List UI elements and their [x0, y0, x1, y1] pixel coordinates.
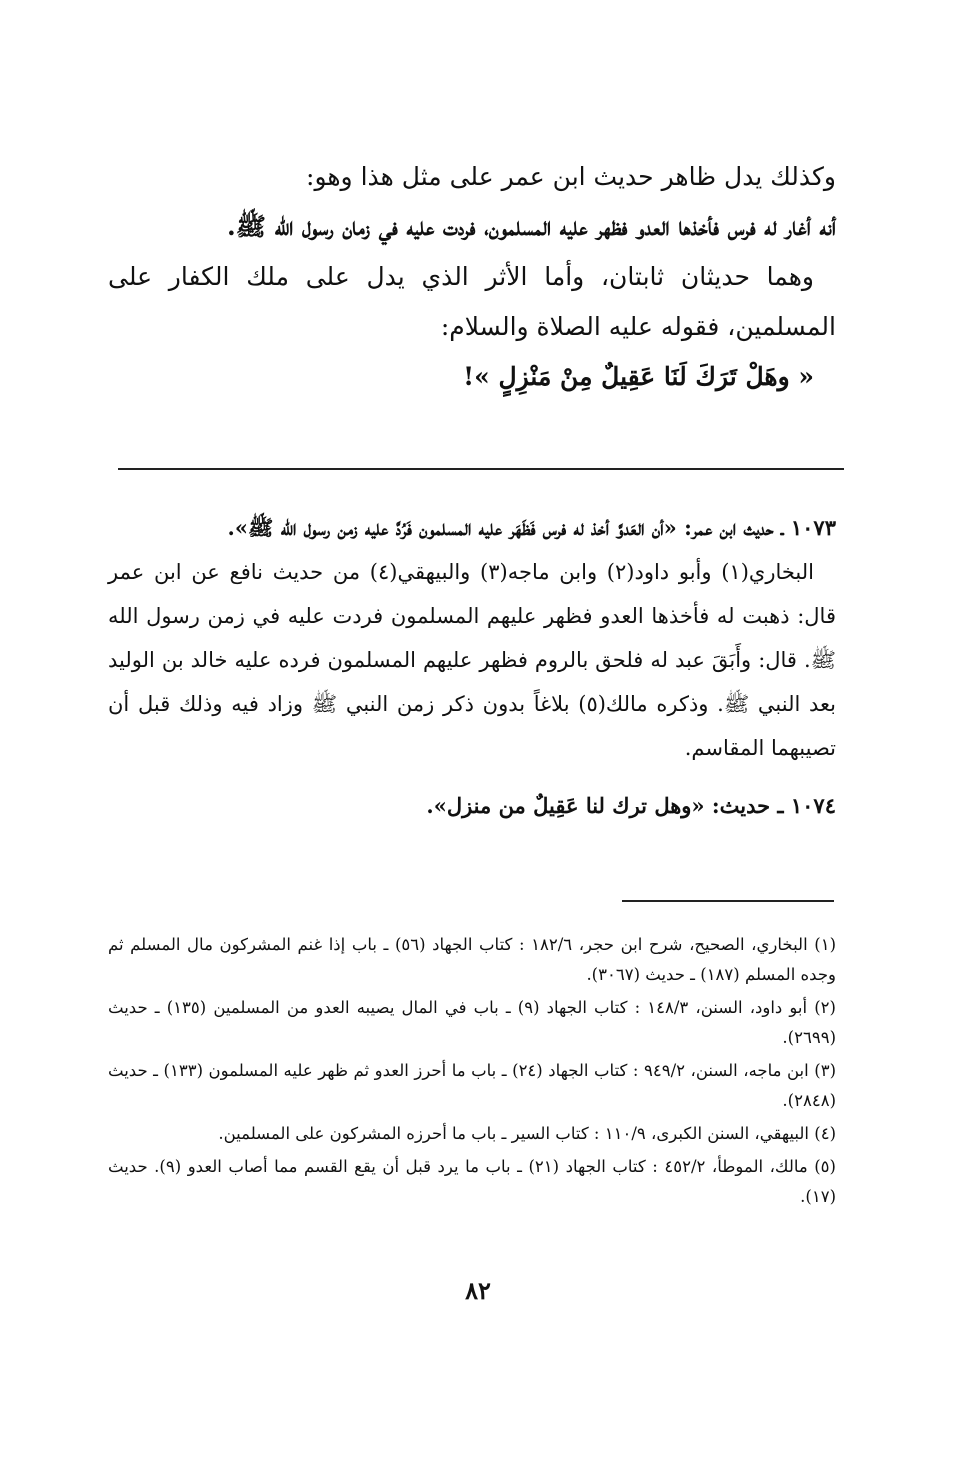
- main-intro-line: وكذلك يدل ظاهر حديث ابن عمر على مثل هذا وهو:: [306, 162, 836, 191]
- footnote-1: (١) البخاري، الصحيح، شرح ابن حجر، ١٨٢/٦ : كتاب الجهاد (٥٦) ـ باب إذا غنم المشركون مال المسلم ثم وجده المسلم (١٨٧) ـ حديث (٣٠٦٧).: [108, 935, 836, 984]
- hadith-aqil-quote: « وهَلْ تَرَكَ لَنَا عَقِيلٌ مِنْ مَنْزِلٍ »!: [463, 362, 814, 391]
- hadith-ibn-umar-quote: أنه أغار له فرس فأخذها العدو فظهر عليه المسلمون، فردت عليه في زمان رسول الله ﷺ.: [227, 212, 836, 241]
- footnote-2: (٢) أبو داود، السنن، ١٤٨/٣ : كتاب الجهاد (٩) ـ باب في المال يصيبه العدو من المسلمين (١٣٥) ـ حديث (٢٦٩٩).: [108, 998, 836, 1047]
- page-number: ٨٢: [465, 1276, 491, 1305]
- hadith-1074-heading: ١٠٧٤ ـ حديث: «وهل ترك لنا عَقِيلٌ من منزل».: [426, 793, 836, 818]
- hadith-1073-heading: ١٠٧٣ ـ حديث ابن عمر: «أن العَدوَّ أخذ له فرس فَظَهَر عليه المسلمون فَرُدَّ عليه زمن رسول الله ﷺ».: [227, 515, 836, 540]
- section-divider: [118, 468, 844, 470]
- main-paragraph: وهما حديثان ثابتان، وأما الأثر الذي يدل على ملك الكفار على المسلمين، فقوله عليه الصلاة والسلام:: [108, 262, 836, 341]
- footnote-4: (٤) البيهقي، السنن الكبرى، ١١٠/٩ : كتاب السير ـ باب ما أحرزه المشركون على المسلمين.: [218, 1124, 836, 1143]
- commentary-section: [108, 506, 836, 828]
- footnote-divider: [622, 900, 834, 902]
- footnotes: [108, 930, 836, 1215]
- main-text: [108, 152, 836, 402]
- hadith-1073-takhrij: البخاري(١) وأبو داود(٢) وابن ماجه(٣) والبيهقي(٤) من حديث نافع عن ابن عمر قال: ذهبت له فأخذها العدو فظهر عليهم المسلمون فردت عليه في زمن رسول الله ﷺ. قال: وأَبَقَ عبد له فلحق بالروم فظهر عليهم المسلمون فرده عليه خالد بن الوليد بعد النبي ﷺ. وذكره مالك(٥) بلاغاً بدون ذكر زمن النبي ﷺ وزاد فيه وذلك قبل أن تصيبهما المقاسم.: [108, 560, 837, 760]
- footnote-5: (٥) مالك، الموطأ، ٤٥٢/٢ : كتاب الجهاد (٢١) ـ باب ما يرد قبل أن يقع القسم مما أصاب العدو (٩). حديث (١٧).: [108, 1157, 836, 1206]
- footnote-3: (٣) ابن ماجه، السنن، ٩٤٩/٢ : كتاب الجهاد (٢٤) ـ باب ما أحرز العدو ثم ظهر عليه المسلمون (١٣٣) ـ حديث (٢٨٤٨).: [108, 1061, 836, 1110]
